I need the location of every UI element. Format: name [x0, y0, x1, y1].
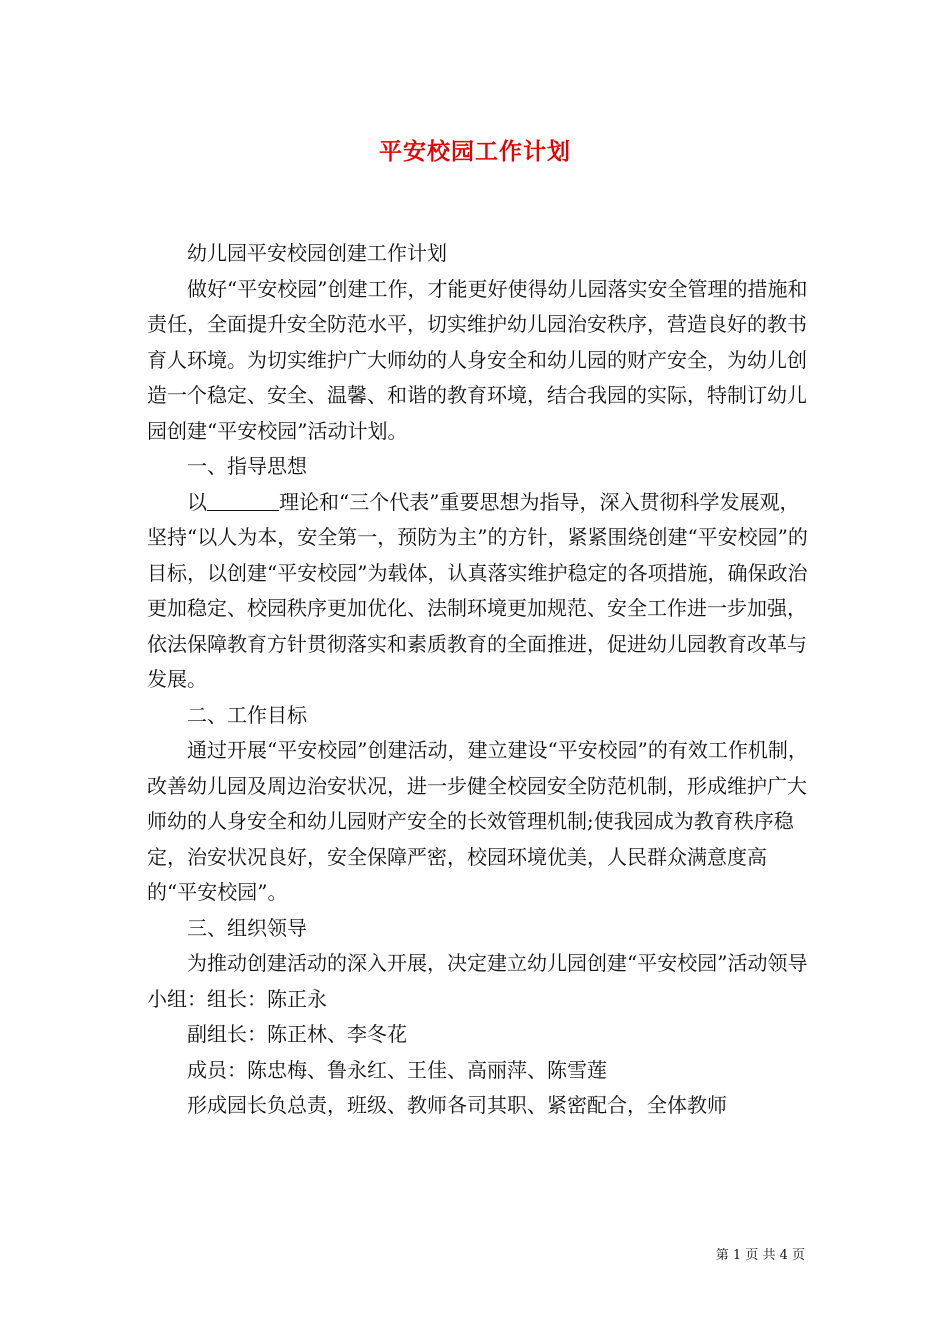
- document-title: 平安校园工作计划: [379, 138, 571, 165]
- section3-deputy: 副组长：陈正林、李冬花: [187, 1022, 407, 1046]
- section1-paragraph: [147, 485, 813, 698]
- section1-text: 理论和“三个代表”重要思想为指导，深入贯彻科学发展观，坚持“以人为本，安全第一，预防为主”的方针，紧紧围绕创建“平安校园”的目标，以创建“平安校园”为载体，认真落实维护稳定的各项措施，确保政治更加稳定、校园秩序更加优化、法制环境更加规范、安全工作进一步加强，依法保障教育方针贯彻落实和素质教育的全面推进，促进幼儿园教育改革与发展。: [147, 489, 808, 691]
- section2-paragraph: 通过开展“平安校园”创建活动，建立建设“平安校园”的有效工作机制，改善幼儿园及周边治安状况，进一步健全校园安全防范机制，形成维护广大师幼的人身安全和幼儿园财产安全的长效管理机制;使我园成为教育秩序稳定，治安状况良好，安全保障严密，校园环境优美，人民群众满意度高的“平安校园”。: [147, 738, 808, 904]
- intro-paragraph: 做好“平安校园”创建工作，才能更好使得幼儿园落实安全管理的措施和责任，全面提升安全防范水平，切实维护幼儿园治安秩序，营造良好的教书育人环境。为切实维护广大师幼的人身安全和幼儿园的财产安全，为幼儿创造一个稳定、安全、温馨、和谐的教育环境，结合我园的实际，特制订幼儿园创建“平安校园”活动计划。: [147, 276, 808, 443]
- section3-paragraph: 为推动创建活动的深入开展，决定建立幼儿园创建“平安校园”活动领导小组：组长：陈正永: [147, 951, 808, 1011]
- page-number: 第 1 页 共 4 页: [715, 1248, 805, 1263]
- section1-heading: 一、指导思想: [187, 454, 307, 478]
- section3-closing: 形成园长负总责，班级、教师各司其职、紧密配合，全体教师: [187, 1093, 727, 1117]
- blank-underline: [207, 490, 279, 511]
- document-body: [147, 236, 813, 1124]
- section2-heading: 二、工作目标: [187, 702, 307, 727]
- section3-members: 成员：陈忠梅、鲁永红、王佳、高丽萍、陈雪莲: [187, 1057, 607, 1082]
- section1-lead: 以: [187, 489, 207, 514]
- subtitle: 幼儿园平安校园创建工作计划: [187, 241, 447, 265]
- section3-heading: 三、组织领导: [187, 915, 307, 940]
